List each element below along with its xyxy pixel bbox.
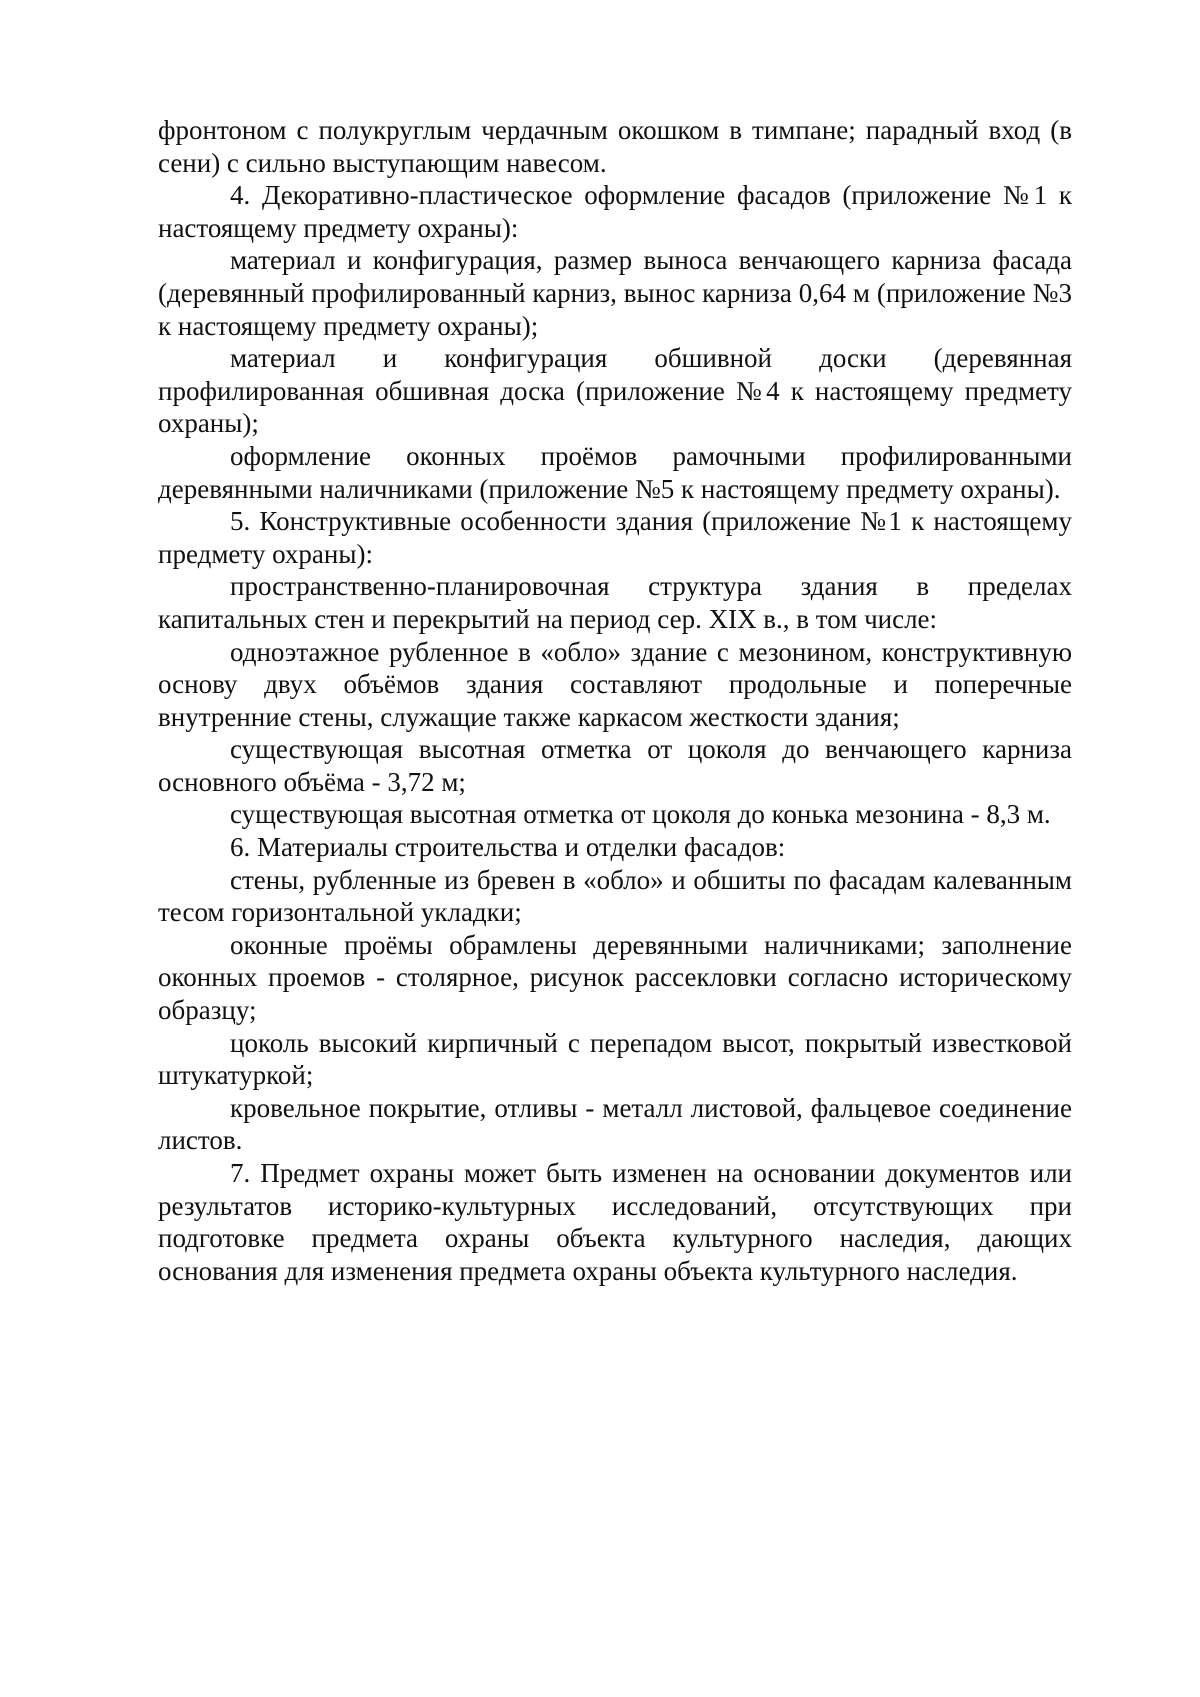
paragraph-window-frames: оформление оконных проёмов рамочными профилированными деревянными наличниками (приложение №5 к настоящему предмету охраны). bbox=[158, 440, 1072, 504]
paragraph-spatial-structure: пространственно-планировочная структура здания в пределах капитальных стен и перекрытий на период сер. XIX в., в том числе: bbox=[158, 571, 1072, 634]
paragraph-cladding-board: материал и конфигурация обшивной доски (деревянная профилированная обшивная доска (приложение №4 к настоящему предмету охраны); bbox=[158, 343, 1072, 439]
paragraph-walls: стены, рубленные из бревен в «обло» и обшиты по фасадам калеванным тесом горизонтальной укладки; bbox=[158, 864, 1072, 928]
paragraph-plinth: цоколь высокий кирпичный с перепадом высот, покрытый известковой штукатуркой; bbox=[158, 1027, 1072, 1091]
paragraph-section-5-heading: 5. Конструктивные особенности здания (приложение №1 к настоящему предмету охраны): bbox=[158, 506, 1072, 569]
paragraph-ridge-height: существующая высотная отметка от цоколя до конька мезонина - 8,3 м. bbox=[230, 799, 1051, 830]
paragraph-continuation: фронтоном с полукруглым чердачным окошком в тимпане; парадный вход (в сени) с сильно выступающим навесом. bbox=[158, 115, 1072, 178]
document-body bbox=[158, 114, 1072, 1287]
paragraph-section-4-heading: 4. Декоративно-пластическое оформление фасадов (приложение №1 к настоящему предмету охраны): bbox=[158, 180, 1072, 243]
paragraph-cornice-height: существующая высотная отметка от цоколя до венчающего карниза основного объёма - 3,72 м; bbox=[158, 734, 1072, 797]
paragraph-section-7: 7. Предмет охраны может быть изменен на основании документов или результатов историко-культурных исследований, отсутствующих при подготовке предмета охраны объекта культурного наследия, дающих основания для изменения предмета охраны объекта культурного наследия. bbox=[158, 1158, 1072, 1286]
paragraph-window-openings: оконные проёмы обрамлены деревянными наличниками; заполнение оконных проемов - столярное, рисунок рассекловки согласно историческому образцу; bbox=[158, 929, 1072, 1026]
paragraph-section-6-heading: 6. Материалы строительства и отделки фасадов: bbox=[230, 832, 786, 863]
paragraph-roofing: кровельное покрытие, отливы - металл листовой, фальцевое соединение листов. bbox=[158, 1092, 1072, 1156]
paragraph-single-storey: одноэтажное рубленное в «обло» здание с мезонином, конструктивную основу двух объёмов здания составляют продольные и поперечные внутренние стены, служащие также каркасом жесткости здания; bbox=[158, 636, 1072, 732]
paragraph-cornice: материал и конфигурация, размер выноса венчающего карниза фасада (деревянный профилированный карниз, вынос карниза 0,64 м (приложение №3 к настоящему предмету охраны); bbox=[158, 245, 1072, 341]
